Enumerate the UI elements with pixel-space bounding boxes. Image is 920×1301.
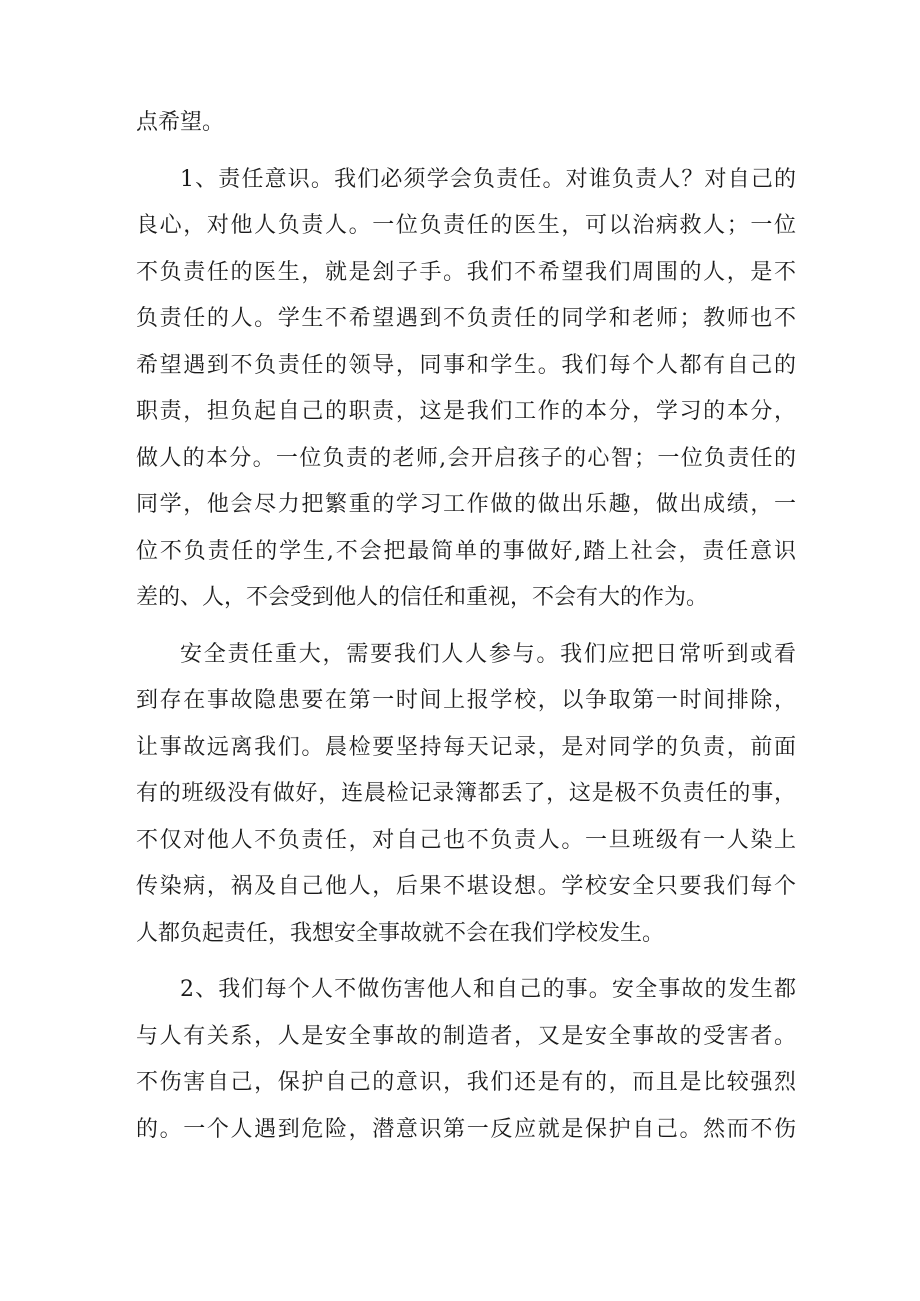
text-line: 不伤害自己，保护自己的意识，我们还是有的，而且是比较强烈 <box>136 1070 796 1095</box>
text-line: 希望遇到不负责任的领导，同事和学生。我们每个人都有自己的 <box>136 352 796 378</box>
text-line: 良心，对他人负责人。一位负责任的医生，可以治病救人；一位 <box>136 213 796 238</box>
text-line: 不仅对他人不负责任，对自己也不负责人。一旦班级有一人染上 <box>136 827 796 853</box>
text-line: 有的班级没有做好，连晨检记录簿都丢了，这是极不负责任的事， <box>136 781 796 806</box>
document-body <box>136 100 796 1153</box>
text-line: 让事故远离我们。晨检要坚持每天记录，是对同学的负责，前面 <box>136 734 796 760</box>
text-line: 位不负责任的学生,不会把最简单的事做好,踏上社会，责任意识 <box>136 538 796 564</box>
text-line: 差的、人，不会受到他人的信任和重视，不会有大的作为。 <box>136 585 709 610</box>
paragraph-3-first-line: 2、我们每个人不做伤害他人和自己的事。安全事故的发生都 <box>180 977 796 1002</box>
text-line: 不负责任的医生，就是刽子手。我们不希望我们周围的人，是不 <box>136 259 796 285</box>
paragraph-2-first-line: 安全责任重大，需要我们人人参与。我们应把日常听到或看 <box>180 641 796 667</box>
text-line: 负责任的人。学生不希望遇到不负责任的同学和老师；教师也不 <box>136 306 796 331</box>
text-line: 同学，他会尽力把繁重的学习工作做的做出乐趣，做出成绩，一 <box>136 492 796 517</box>
text-line: 传染病，祸及自己他人，后果不堪设想。学校安全只要我们每个 <box>136 874 796 899</box>
text-line: 的。一个人遇到危险，潜意识第一反应就是保护自己。然而不伤 <box>136 1116 796 1142</box>
text-line: 职责，担负起自己的职责，这是我们工作的本分，学习的本分， <box>136 399 796 424</box>
text-line: 与人有关系，人是安全事故的制造者，又是安全事故的受害者。 <box>136 1023 796 1049</box>
paragraph-1-first-line: 1、责任意识。我们必须学会负责任。对谁负责人？对自己的 <box>180 166 796 192</box>
text-line: 到存在事故隐患要在第一时间上报学校，以争取第一时间排除， <box>136 688 796 713</box>
text-line: 人都负起责任，我想安全事故就不会在我们学校发生。 <box>136 920 665 946</box>
text-line: 点希望。 <box>136 110 225 135</box>
text-line: 做人的本分。一位负责的老师,会开启孩子的心智；一位负责任的 <box>136 445 796 471</box>
